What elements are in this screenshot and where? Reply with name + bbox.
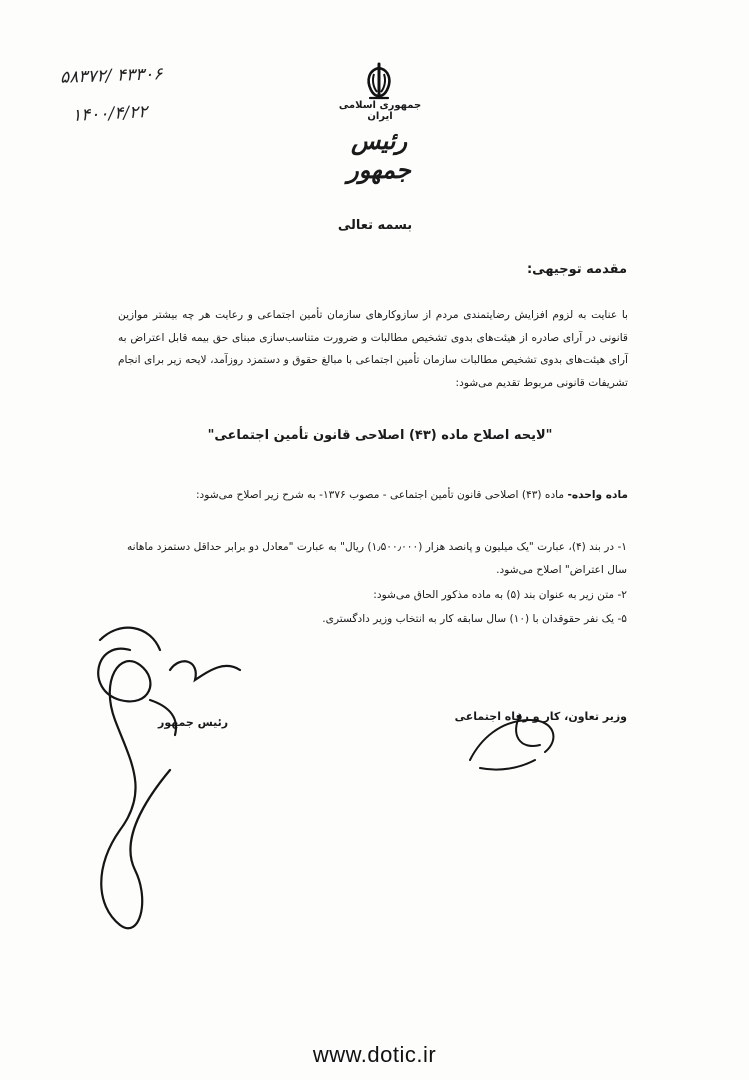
intro-heading: مقدمه توجیهی: [526,262,627,277]
reference-number: ۵۸۳۷۲/ ۴۳۳۰۶ [59,64,163,88]
single-article-lead: ماده واحده- [567,489,628,501]
reference-date: ۱۴۰۰/۴/۲۲ [71,102,148,126]
iran-emblem-icon [358,60,400,102]
single-article [125,484,628,507]
republic-label: جمهوری اسلامی ایران [338,100,422,122]
single-article-text: ماده (۴۳) اصلاحی قانون تأمین اجتماعی - مصوب ۱۳۷۶- به شرح زیر اصلاح می‌شود: [195,489,568,501]
intro-paragraph: با عنایت به لزوم افزایش رضایتمندی مردم از سازوکارهای سازمان تأمین اجتماعی و رعایت هر چه بیشتر موازین قانونی در آرای صادره از هیئت‌های بدوی تشخیص مطالبات و ضرورت متناسب‌سازی مبنای حق بیمه قابل اعتراض به آرای هیئت‌های بدوی تشخیص مطالبات سازمان تأمین اجتماعی با مبالغ حقوق و دستمزد روزآمد، لایحه زیر برای انجام تشریفات قانونی مربوط تقدیم می‌شود: [118,309,628,389]
footer-url[interactable]: www.dotic.ir [312,1042,437,1067]
president-letterhead-title: رئیس جمهور [347,126,411,184]
clause-item: ۱- در بند (۴)، عبارت "یک میلیون و پانصد هزار (۱٫۵۰۰٫۰۰۰) ریال" به عبارت "معادل دو برابر حداقل دستمزد ماهانه سال اعتراض" اصلاح می‌شود. [127,541,627,576]
basmala: بسمه تعالی [337,218,413,233]
minister-signature-label: وزیر تعاون، کار و رفاه اجتماعی [454,710,627,723]
president-signature-mark [98,628,240,929]
clause-item: ۲- متن زیر به عنوان بند (۵) به ماده مذکور الحاق می‌شود: [373,589,627,601]
minister-signature-mark [470,715,553,770]
president-signature-label: رئیس جمهور [158,716,229,729]
bill-title: "لایحه اصلاح ماده (۴۳) اصلاحی قانون تأمین اجتماعی" [207,428,553,443]
clause-item: ۵- یک نفر حقوقدان با (۱۰) سال سابقه کار به انتخاب وزیر دادگستری. [322,613,627,625]
